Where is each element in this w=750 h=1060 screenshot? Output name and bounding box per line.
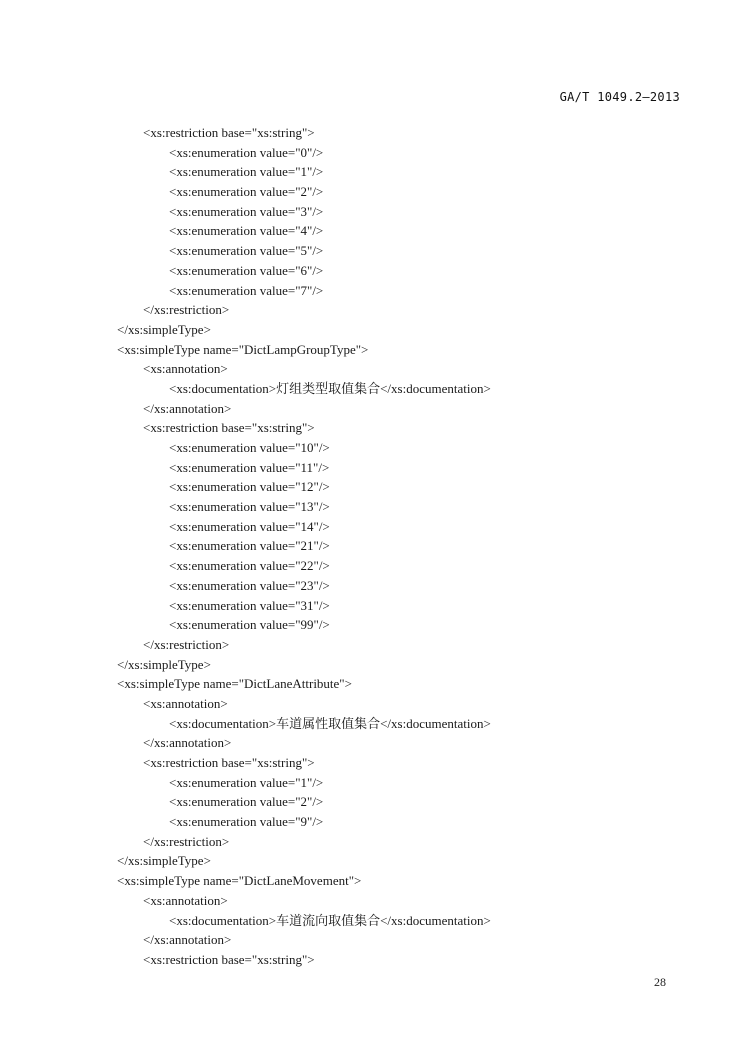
- code-line: </xs:simpleType>: [117, 321, 211, 337]
- code-line: <xs:enumeration value="22"/>: [169, 558, 330, 574]
- code-line: <xs:simpleType name="DictLaneAttribute">: [117, 676, 352, 692]
- code-line: <xs:annotation>: [143, 361, 228, 377]
- code-line: <xs:enumeration value="7"/>: [169, 282, 324, 298]
- xml-schema-code-block: [117, 123, 717, 970]
- code-line: <xs:enumeration value="4"/>: [169, 223, 324, 239]
- code-line: <xs:enumeration value="11"/>: [169, 459, 330, 475]
- standard-code-header: GA/T 1049.2—2013: [559, 90, 680, 104]
- code-line: <xs:enumeration value="2"/>: [169, 794, 324, 810]
- code-line: <xs:enumeration value="9"/>: [169, 814, 324, 830]
- code-line: <xs:documentation>车道流向取值集合</xs:documentation>: [169, 912, 491, 928]
- code-line: <xs:enumeration value="12"/>: [169, 479, 330, 495]
- code-line: <xs:documentation>灯组类型取值集合</xs:documentation>: [169, 380, 491, 396]
- code-line: <xs:enumeration value="1"/>: [169, 164, 324, 180]
- code-line: </xs:simpleType>: [117, 853, 211, 869]
- code-line: <xs:enumeration value="1"/>: [169, 774, 324, 790]
- code-line: <xs:simpleType name="DictLaneMovement">: [117, 873, 362, 889]
- code-line: <xs:restriction base="xs:string">: [143, 420, 315, 436]
- code-line: <xs:enumeration value="10"/>: [169, 440, 330, 455]
- code-line: <xs:documentation>车道属性取值集合</xs:documentation>: [169, 715, 491, 731]
- code-line: <xs:enumeration value="14"/>: [169, 518, 330, 534]
- code-line: </xs:simpleType>: [117, 656, 211, 672]
- code-line: <xs:annotation>: [143, 892, 228, 908]
- code-line: </xs:annotation>: [143, 932, 232, 948]
- code-line: <xs:restriction base="xs:string">: [143, 951, 315, 967]
- code-line: </xs:restriction>: [143, 636, 230, 652]
- code-line: </xs:restriction>: [143, 833, 230, 849]
- code-line: <xs:enumeration value="3"/>: [169, 203, 324, 219]
- code-line: <xs:enumeration value="0"/>: [169, 144, 324, 160]
- code-line: <xs:enumeration value="99"/>: [169, 617, 330, 633]
- code-line: <xs:enumeration value="21"/>: [169, 538, 330, 554]
- code-line: <xs:restriction base="xs:string">: [143, 125, 315, 140]
- code-line: <xs:enumeration value="6"/>: [169, 262, 324, 278]
- code-line: <xs:enumeration value="2"/>: [169, 184, 324, 200]
- code-line: <xs:enumeration value="5"/>: [169, 243, 324, 259]
- code-line: <xs:restriction base="xs:string">: [143, 755, 315, 770]
- code-line: <xs:simpleType name="DictLampGroupType">: [117, 341, 369, 357]
- code-line: <xs:enumeration value="23"/>: [169, 577, 330, 593]
- code-line: <xs:enumeration value="31"/>: [169, 597, 330, 613]
- code-line: <xs:enumeration value="13"/>: [169, 499, 330, 515]
- code-line: <xs:annotation>: [143, 695, 228, 711]
- code-line: </xs:restriction>: [143, 302, 230, 318]
- code-line: </xs:annotation>: [143, 400, 232, 416]
- page-number: 28: [654, 975, 666, 989]
- code-line: </xs:annotation>: [143, 735, 232, 751]
